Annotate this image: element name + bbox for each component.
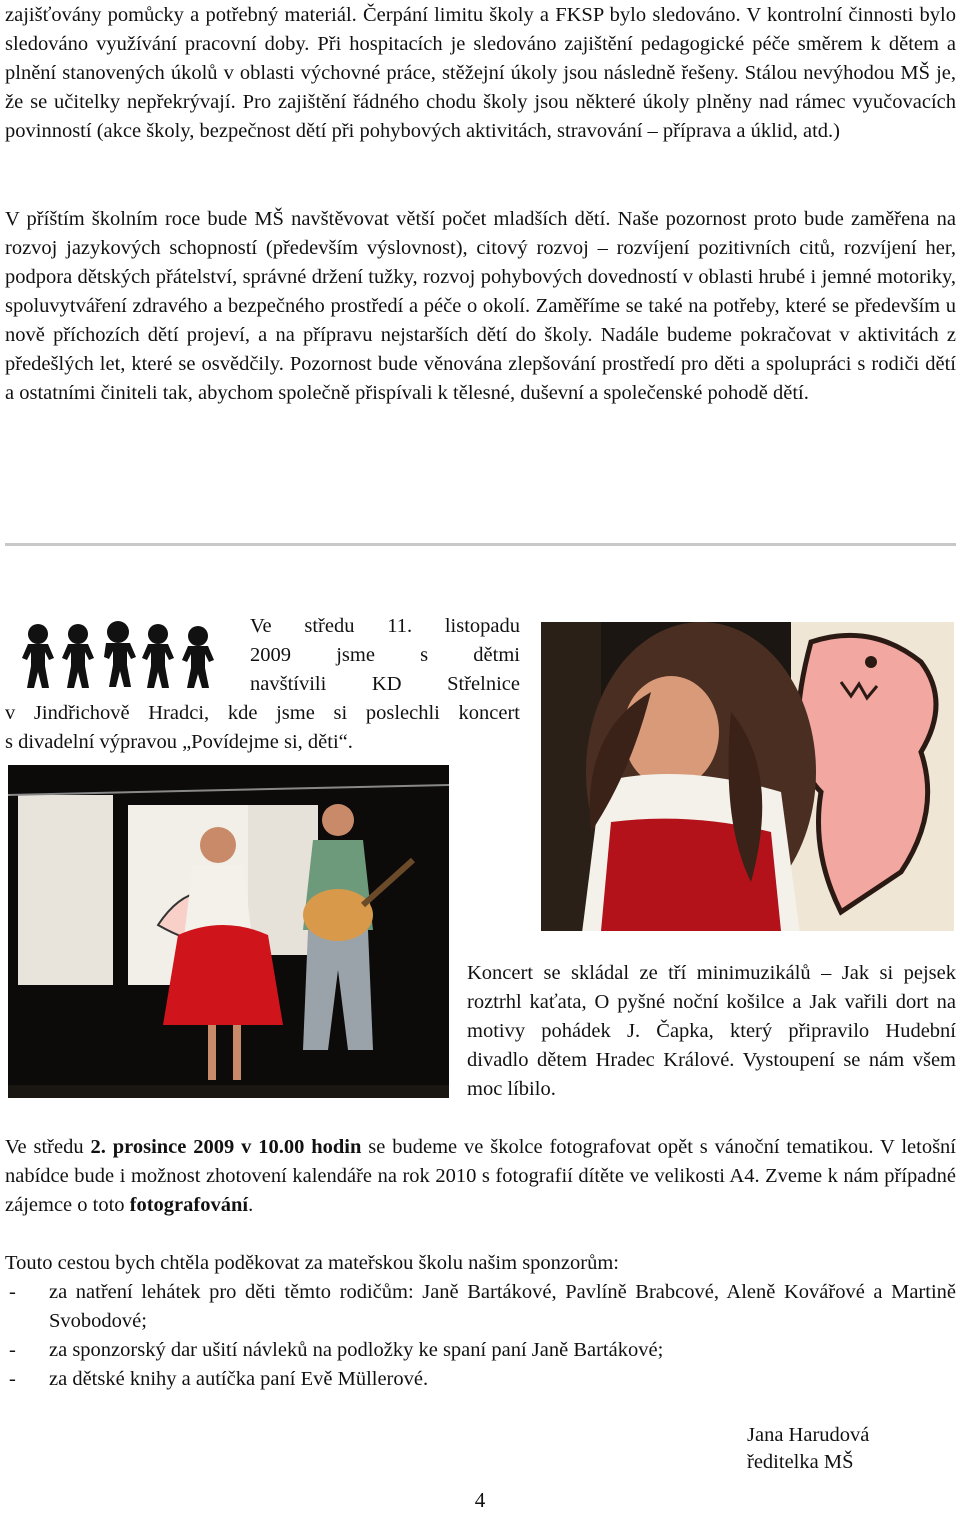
paragraph-next-year: V příštím školním roce bude MŠ navštěvovat větší počet mladších dětí. Naše pozornost proto bude zaměřena na rozvoj jazykových schopností (především výslovnost), citový rozvoj – rozvíjení pozitivních citů, rozvíjení her, podpora dětských přátelství, správné držení tužky, rozvoj pohybových dovedností v oblasti hrubé i jemné motoriky, spoluvytváření zdravého a bezpečného prostředí a péče o okolí. Zaměříme se také na potřeby, které se především u nově příchozích dětí projeví, a na přípravu nejstarších dětí do školy. Nadále budeme pokračovat v aktivitách z předešlých let, které se osvědčily. Pozornost bude věnována zlepšování prostředí pro děti a spolupráci s rodiči dětí a ostatními činiteli tak, abychom společně přispívali k tělesné, duševní a společenské pohodě dětí.	[5, 208, 956, 404]
sponsor-list	[5, 1278, 956, 1394]
children-silhouette-icon	[18, 620, 228, 692]
concert-line-4: v Jindřichově Hradci, kde jsme si poslechli koncert	[5, 702, 520, 724]
thanks-intro: Touto cestou bych chtěla poděkovat za mateřskou školu našim sponzorům:	[5, 1252, 619, 1274]
concert-photo-performer	[541, 622, 954, 931]
concert-photo-stage	[8, 765, 449, 1098]
list-item: - za natření lehátek pro děti těmto rodičům: Janě Bartákové, Pavlíně Brabcové, Aleně Kovářové a Martině Svobodové;	[9, 1281, 956, 1332]
list-item: - za sponzorský dar ušití návleků na podložky ke spaní paní Janě Bartákové;	[9, 1339, 664, 1361]
page-number: 4	[474, 1488, 486, 1512]
list-item: - za dětské knihy a autíčka paní Evě Müllerové.	[9, 1368, 429, 1390]
signature-name: Jana Harudová	[747, 1424, 870, 1446]
concert-description: Koncert se skládal ze tří minimuzikálů – Jak si pejsek roztrhl kaťata, O pyšné noční košilce a Jak vařili dort na motivy pohádek J. Čapka, který připravilo Hudební divadlo dětem Hradec Králové. Vystoupení se nám všem moc líbilo.	[467, 962, 956, 1100]
section-divider	[5, 543, 956, 546]
signature-title: ředitelka MŠ	[747, 1451, 854, 1473]
concert-line-5: s divadelní výpravou „Povídejme si, děti“.	[5, 731, 353, 753]
concert-line-2: 2009 jsme s dětmi	[250, 644, 520, 666]
paragraph-photo-session: Ve středu 2. prosince 2009 v 10.00 hodin se budeme ve školce fotografovat opět s vánoční tematikou. V letošní nabídce bude i možnost zhotovení kalendáře na rok 2010 s fotografií dítěte ve velikosti A4. Zveme k nám případné zájemce o toto fotografování.	[5, 1136, 956, 1216]
concert-line-1: Ve středu 11. listopadu	[250, 615, 520, 637]
paragraph-management: zajišťovány pomůcky a potřebný materiál. Čerpání limitu školy a FKSP bylo sledováno. V kontrolní činnosti bylo sledováno využívání pracovní doby. Při hospitacích je sledováno zajištění pedagogické péče směrem k dětem a plnění stanovených úkolů v oblasti výchovné práce, stěžejní úkoly jsou následně řešeny. Stálou nevýhodou MŠ je, že se učitelky nepřekrývají. Pro zajištění řádného chodu školy jsou některé úkoly plněny nad rámec vyučovacích povinností (akce školy, bezpečnost dětí při pohybových aktivitách, stravování – příprava a úklid, atd.)	[5, 4, 956, 142]
concert-line-3: navštívili KD Střelnice	[250, 673, 520, 695]
